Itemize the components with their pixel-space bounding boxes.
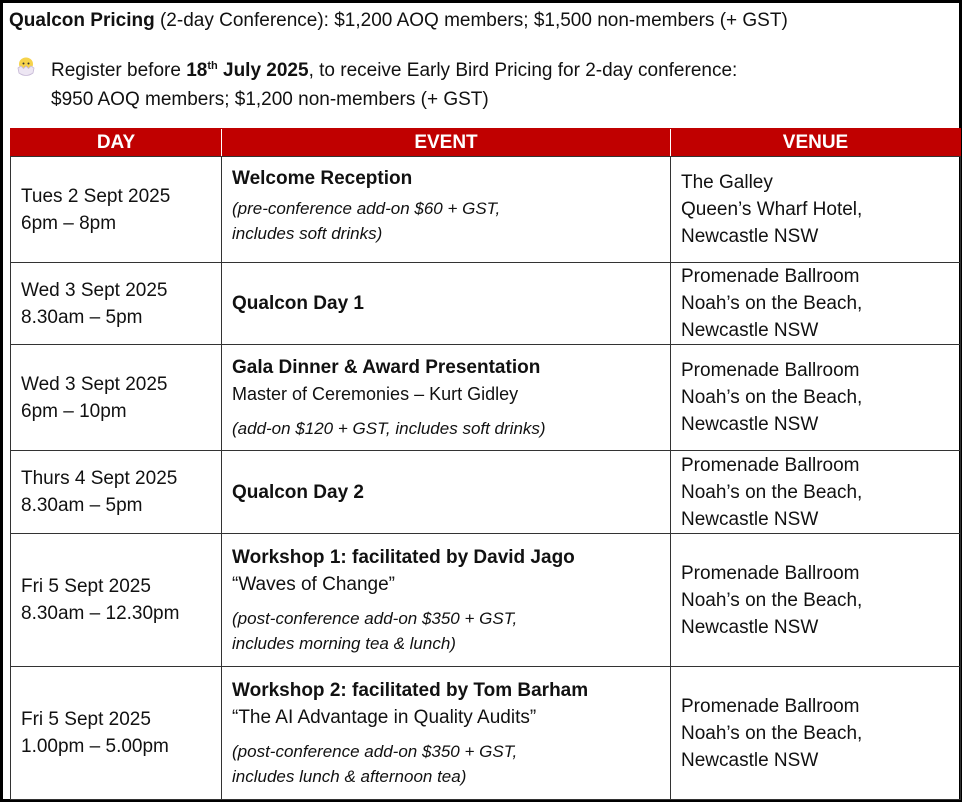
- pricing-line: [9, 9, 788, 33]
- early-bird-notice: [51, 56, 737, 114]
- day-cell: [11, 157, 222, 263]
- event-subtitle: “The AI Advantage in Quality Audits”: [232, 707, 537, 728]
- day-date: Fri 5 Sept 2025: [21, 576, 151, 597]
- event-note: (add-on $120 + GST, includes soft drinks): [232, 419, 546, 438]
- day-cell: [11, 451, 222, 534]
- day-time: 8.30am – 5pm: [21, 495, 143, 516]
- event-subtitle: Master of Ceremonies – Kurt Gidley: [232, 384, 519, 404]
- event-note: [232, 739, 660, 789]
- early-bird-date: [186, 60, 308, 81]
- event-note-line: (post-conference add-on $350 + GST,: [232, 742, 518, 761]
- day-cell: [11, 345, 222, 451]
- venue-line: Newcastle NSW: [681, 226, 819, 247]
- venue-line: Queen’s Wharf Hotel,: [681, 199, 863, 220]
- day-date: Fri 5 Sept 2025: [21, 709, 151, 730]
- early-bird-suffix: , to receive Early Bird Pricing for 2-day conference:: [308, 60, 738, 81]
- header-venue: VENUE: [671, 129, 961, 157]
- hatching-chick-icon: [14, 55, 38, 79]
- event-title: Qualcon Day 2: [232, 481, 364, 503]
- event-note-line: includes lunch & afternoon tea): [232, 767, 467, 786]
- day-date: Tues 2 Sept 2025: [21, 185, 171, 207]
- event-note: [232, 606, 660, 656]
- venue-line: Newcastle NSW: [681, 508, 819, 530]
- table-row: [11, 667, 961, 800]
- event-title: Workshop 2: facilitated by Tom Barham: [232, 680, 589, 701]
- early-bird-prefix: Register before: [51, 60, 187, 81]
- table-row: [11, 345, 961, 451]
- day-time: 8.30am – 12.30pm: [21, 603, 180, 624]
- venue-cell: [671, 263, 961, 345]
- event-cell: [222, 263, 671, 345]
- day-date: Wed 3 Sept 2025: [21, 373, 168, 395]
- venue-line: Promenade Ballroom: [681, 695, 860, 717]
- venue-cell: [671, 667, 961, 800]
- early-bird-date-suffix: th: [207, 60, 218, 72]
- event-cell: [222, 534, 671, 667]
- venue-cell: [671, 534, 961, 667]
- event-note-line: (pre-conference add-on $60 + GST,: [232, 199, 501, 218]
- table-row: [11, 157, 961, 263]
- event-cell: [222, 667, 671, 800]
- table-row: [11, 263, 961, 345]
- venue-cell: [671, 451, 961, 534]
- venue-line: Promenade Ballroom: [681, 360, 860, 381]
- table-header-row: [11, 129, 961, 157]
- venue-line: Newcastle NSW: [681, 320, 819, 341]
- day-time: 6pm – 10pm: [21, 400, 127, 422]
- day-time: 8.30am – 5pm: [21, 306, 143, 328]
- event-cell: [222, 345, 671, 451]
- pricing-detail: (2-day Conference): $1,200 AOQ members; $1,500 non-members (+ GST): [154, 10, 788, 31]
- venue-line: Newcastle NSW: [681, 749, 819, 771]
- event-title: Gala Dinner & Award Presentation: [232, 357, 541, 378]
- day-cell: [11, 534, 222, 667]
- table-row: [11, 451, 961, 534]
- day-cell: [11, 263, 222, 345]
- venue-line: Noah’s on the Beach,: [681, 387, 863, 408]
- venue-line: Noah’s on the Beach,: [681, 481, 863, 503]
- event-note-line: includes morning tea & lunch): [232, 634, 456, 653]
- event-cell: [222, 157, 671, 263]
- event-title: Qualcon Day 1: [232, 293, 364, 314]
- venue-line: Noah’s on the Beach,: [681, 589, 863, 611]
- venue-line: Newcastle NSW: [681, 616, 819, 638]
- venue-line: Noah’s on the Beach,: [681, 722, 863, 744]
- early-bird-line-2: $950 AOQ members; $1,200 non-members (+ GST): [51, 89, 489, 110]
- event-title: Workshop 1: facilitated by David Jago: [232, 547, 575, 568]
- table-row: [11, 534, 961, 667]
- day-date: Wed 3 Sept 2025: [21, 279, 168, 301]
- header-event: EVENT: [222, 129, 671, 157]
- day-time: 6pm – 8pm: [21, 212, 117, 234]
- venue-line: The Galley: [681, 172, 773, 193]
- venue-cell: [671, 345, 961, 451]
- event-subtitle: “Waves of Change”: [232, 574, 395, 595]
- event-title: Welcome Reception: [232, 168, 413, 189]
- day-time: 1.00pm – 5.00pm: [21, 736, 169, 757]
- early-bird-date-rest: July 2025: [217, 60, 309, 81]
- header-day: DAY: [11, 129, 222, 157]
- event-note-line: (post-conference add-on $350 + GST,: [232, 609, 518, 628]
- venue-line: Newcastle NSW: [681, 414, 819, 435]
- venue-line: Promenade Ballroom: [681, 266, 860, 287]
- event-note-line: includes soft drinks): [232, 224, 383, 243]
- event-note: [232, 196, 660, 246]
- venue-line: Promenade Ballroom: [681, 454, 860, 476]
- event-cell: [222, 451, 671, 534]
- venue-line: Promenade Ballroom: [681, 562, 860, 584]
- venue-line: Noah’s on the Beach,: [681, 293, 863, 314]
- venue-cell: [671, 157, 961, 263]
- day-cell: [11, 667, 222, 800]
- early-bird-line-1: [51, 56, 737, 85]
- day-date: Thurs 4 Sept 2025: [21, 468, 178, 489]
- schedule-table: [10, 128, 961, 800]
- early-bird-date-day: 18: [186, 60, 208, 81]
- pricing-label: Qualcon Pricing: [9, 10, 155, 31]
